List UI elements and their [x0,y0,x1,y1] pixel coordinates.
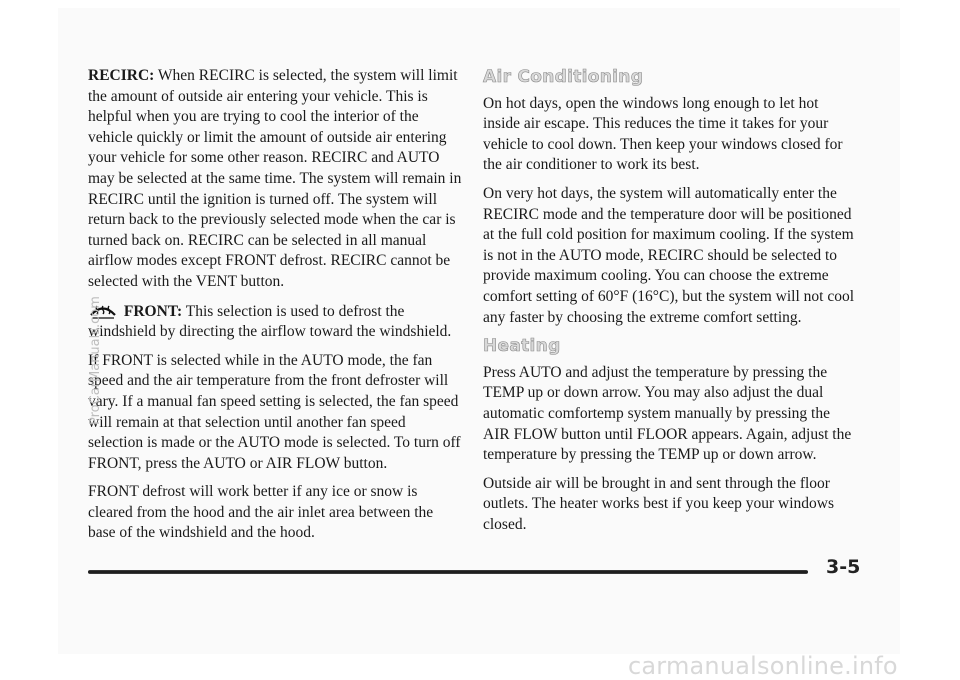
heating-heading: Heating [483,336,561,357]
footer-rule [88,570,808,574]
heating-paragraph-1: Press AUTO and adjust the temperature by pressing the TEMP up or down arrow. You may also adjust the dual automatic comfortemp system manually by pressing the AIR FLOW button until FLOOR appears. Again, adjust the temperature by pressing the TEMP up or down arrow. [483,363,852,464]
air-conditioning-heading: Air Conditioning [483,67,644,87]
recirc-term: RECIRC: [88,67,155,84]
front-ice-paragraph: FRONT defrost will work better if any ice or snow is cleared from the hood and the air inlet area between the base of the windshield and the hood. [88,483,434,542]
side-watermark: ProCarManuals.com [88,296,103,425]
page-number: 3-5 [826,556,861,578]
ac-paragraph-2: On very hot days, the system will automatically enter the RECIRC mode and the temperature door will be positioned at the full cold position for maximum cooling. If the system is not in the AUTO mode, RECIRC should be selected to provide maximum cooling. You can choose the extreme comfort setting of 60°F (16°C), but the system will not cool any faster by choosing the extreme comfort setting. [483,184,855,326]
left-column [88,66,464,552]
front-term: FRONT: [123,302,183,320]
front-auto-paragraph: If FRONT is selected while in the AUTO mode, the fan speed and the air temperature from the front defroster will vary. If a manual fan speed setting is selected, the fan speed will remain at that selection until another fan speed selection is made or the AUTO mode is selected. To turn off FRONT, press the AUTO or AIR FLOW button. [88,351,461,472]
heating-paragraph-2: Outside air will be brought in and sent through the floor outlets. The heater works best if you keep your windows closed. [483,474,834,533]
front-text: This selection is used to defrost the windshield by directing the airflow toward the windshield. [88,302,452,341]
ac-paragraph-1: On hot days, open the windows long enough to let hot inside air escape. This reduces the time it takes for your vehicle to cool down. Then keep your windows closed for the air conditioner to work its best. [483,94,843,174]
front-paragraph [88,301,464,343]
right-column [483,66,859,543]
recirc-text: When RECIRC is selected, the system will limit the amount of outside air entering your vehicle. This is helpful when you are trying to cool the interior of the vehicle quickly or limit the amount of outside air entering your vehicle for some other reason. RECIRC and AUTO may be selected at the same time. The system will remain in RECIRC until the ignition is turned off. The system will return back to the previously selected mode when the car is turned back on. RECIRC can be selected in all manual airflow modes except FRONT defrost. RECIRC cannot be selected with the VENT button. [88,67,462,290]
bottom-watermark[interactable]: carmanualsonline.info [628,652,898,680]
recirc-paragraph [88,66,464,293]
